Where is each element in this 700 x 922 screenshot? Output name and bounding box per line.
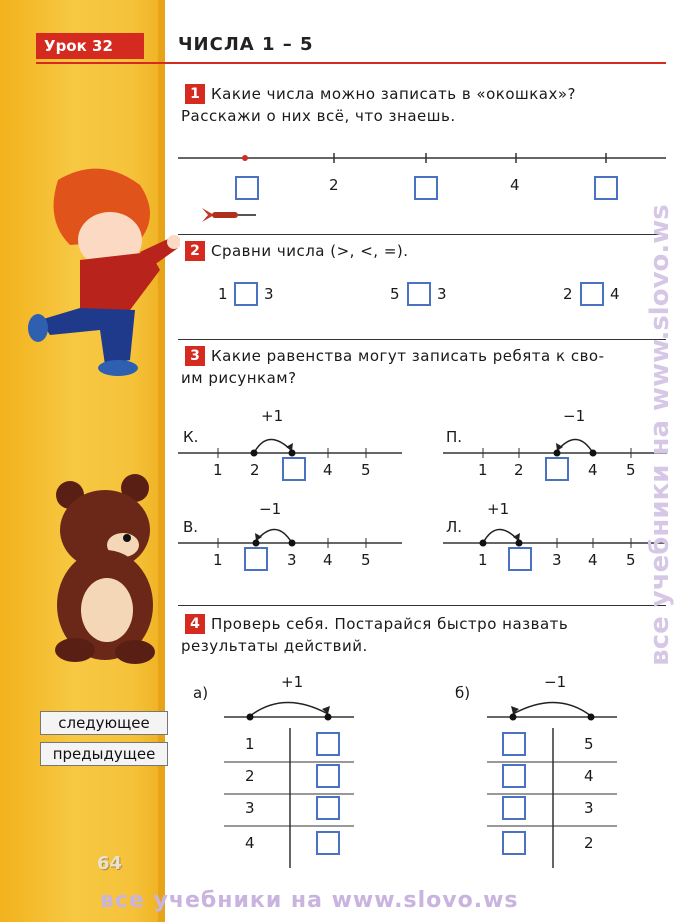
table-value: 4 [245,834,255,852]
number-label: 2 [329,176,339,194]
operation-label: −1 [563,407,586,425]
section-divider [178,339,666,340]
answer-box[interactable] [244,547,268,571]
page-spine [158,0,165,922]
answer-box[interactable] [502,796,526,820]
answer-box[interactable] [545,457,569,481]
operation-label: −1 [259,500,282,518]
table-value: 2 [584,834,594,852]
compare-right: 4 [610,285,620,303]
table-value: 4 [584,767,594,785]
tick-label: 4 [323,461,333,479]
task-3-text-line2: им рисункам? [181,369,297,387]
task-1-badge: 1 [185,84,205,104]
diagram-label-p: П. [446,428,463,446]
answer-box[interactable] [502,831,526,855]
sidebar-strip [0,0,165,922]
bear-illustration [45,470,165,670]
compare-right: 3 [264,285,274,303]
lesson-label: Урок 32 [36,33,144,59]
compare-left: 2 [563,285,573,303]
tick-label: 1 [213,551,223,569]
tick-label: 3 [552,551,562,569]
compare-box[interactable] [234,282,258,306]
answer-box[interactable] [316,831,340,855]
compare-box[interactable] [407,282,431,306]
diagram-label-v: В. [183,518,199,536]
table-value: 2 [245,767,255,785]
section-divider [178,234,666,235]
table-value: 3 [245,799,255,817]
task-2-text: Сравни числа (>, <, =). [211,242,409,260]
tick-label: 1 [213,461,223,479]
table-value: 5 [584,735,594,753]
task-1-text-line1: Какие числа можно записать в «окошках»? [211,85,577,103]
answer-box[interactable] [282,457,306,481]
tick-label: 1 [478,551,488,569]
side-watermark: все учебники на www.slovo.ws [645,204,675,666]
answer-box[interactable] [316,796,340,820]
tick-label: 2 [514,461,524,479]
boy-illustration [10,160,180,380]
dart-icon [200,204,260,226]
compare-left: 5 [390,285,400,303]
answer-box[interactable] [508,547,532,571]
compare-left: 1 [218,285,228,303]
next-button[interactable]: следующее [40,711,168,735]
operation-label: +1 [261,407,284,425]
task-1-text-line2: Расскажи о них всё, что знаешь. [181,107,456,125]
number-label: 4 [510,176,520,194]
page-number: 64 [97,853,123,874]
compare-box[interactable] [580,282,604,306]
answer-box[interactable] [594,176,618,200]
tick-label: 3 [287,551,297,569]
tick-label: 4 [323,551,333,569]
answer-box[interactable] [502,732,526,756]
header-divider [36,62,666,64]
tick-label: 2 [250,461,260,479]
diagram-label-l: Л. [446,518,463,536]
tick-label: 5 [626,461,636,479]
task-4-badge: 4 [185,614,205,634]
answer-box[interactable] [502,764,526,788]
number-line-l [443,515,668,555]
task-3-text-line1: Какие равенства могут записать ребята к сво- [211,347,605,365]
operation-label: −1 [544,673,567,691]
task-4-text-line1: Проверь себя. Постарайся быстро назвать [211,615,569,633]
bottom-watermark: все учебники на www.slovo.ws [100,888,519,913]
table-value: 1 [245,735,255,753]
column-label-a: а) [193,684,209,702]
column-label-b: б) [455,684,471,702]
answer-box[interactable] [316,732,340,756]
answer-box[interactable] [235,176,259,200]
task-4-text-line2: результаты действий. [181,637,368,655]
tick-label: 5 [361,461,371,479]
tick-label: 4 [588,551,598,569]
operation-label: +1 [281,673,304,691]
answer-box[interactable] [316,764,340,788]
section-divider [178,605,666,606]
operation-label: +1 [487,500,510,518]
previous-button[interactable]: предыдущее [40,742,168,766]
table-value: 3 [584,799,594,817]
task-1-number-line [178,148,668,168]
tick-label: 5 [626,551,636,569]
task-3-badge: 3 [185,346,205,366]
tick-label: 4 [588,461,598,479]
page-title: ЧИСЛА 1 – 5 [178,34,314,55]
task-2-badge: 2 [185,241,205,261]
diagram-label-k: К. [183,428,199,446]
number-line-v [178,515,403,555]
tick-label: 1 [478,461,488,479]
compare-right: 3 [437,285,447,303]
answer-box[interactable] [414,176,438,200]
tick-label: 5 [361,551,371,569]
